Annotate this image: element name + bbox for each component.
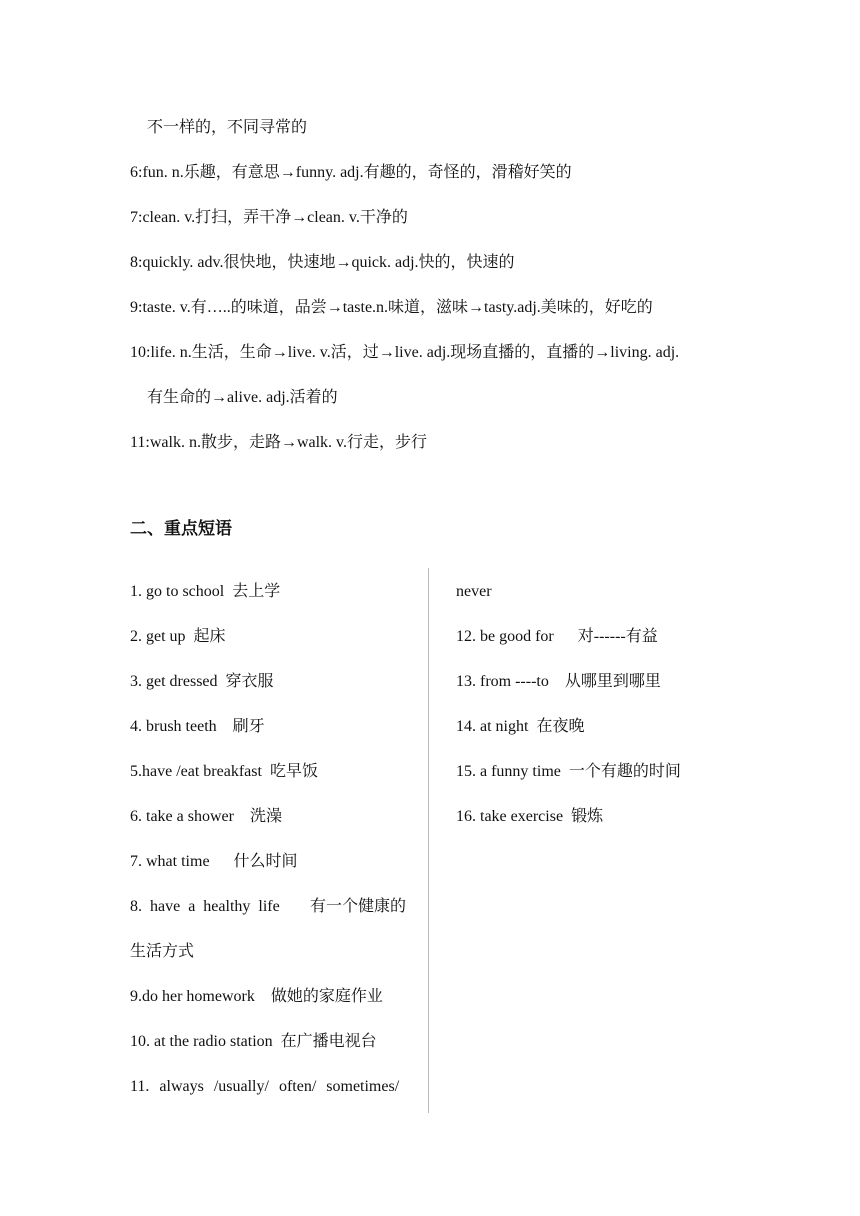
- phrase-en: 3. get dressed: [130, 673, 218, 690]
- phrase-en: 13. from ----to: [456, 673, 549, 690]
- column-divider: [428, 568, 429, 1113]
- phrase-item: [130, 807, 282, 827]
- phrase-item: [456, 582, 492, 602]
- phrase-cn: 穿衣服: [225, 673, 274, 690]
- vocab-line-11: 11:walk. n.散步，走路→walk. v.行走，步行: [130, 434, 428, 451]
- phrase-cn: 起床: [193, 628, 226, 645]
- phrase-en: 11. always /usually/ often/ sometimes/: [130, 1078, 400, 1095]
- phrase-en: 1. go to school: [130, 583, 225, 600]
- phrase-en: 4. brush teeth: [130, 718, 217, 735]
- phrase-en: 生活方式: [130, 943, 195, 960]
- phrase-item: [456, 807, 603, 827]
- vocab-line-7: 7:clean. v.打扫，弄干净→clean. v.干净的: [130, 209, 408, 226]
- phrase-item: [130, 987, 383, 1007]
- phrase-en: 5.have /eat breakfast: [130, 763, 262, 780]
- phrase-item: [456, 672, 661, 692]
- phrase-en: never: [456, 583, 492, 600]
- phrase-cn: 在广播电视台: [280, 1033, 377, 1050]
- vocab-line-0: 不一样的，不同寻常的: [147, 119, 308, 136]
- phrase-en: 9.do her homework: [130, 988, 255, 1005]
- phrase-cn: 做她的家庭作业: [270, 988, 383, 1005]
- phrase-item: [130, 717, 265, 737]
- phrase-cn: 从哪里到哪里: [564, 673, 661, 690]
- phrase-cn: 吃早饭: [269, 763, 318, 780]
- phrase-en: 2. get up: [130, 628, 186, 645]
- phrase-item: [130, 627, 226, 647]
- section-heading: 二、重点短语: [130, 519, 232, 539]
- phrase-cn: 洗澡: [249, 808, 282, 825]
- phrase-cn: 对------有益: [577, 628, 658, 645]
- vocab-line-8: 8:quickly. adv.很快地，快速地→quick. adj.快的，快速的: [130, 254, 515, 271]
- phrase-item: [130, 897, 406, 917]
- phrase-cn: 刷牙: [232, 718, 265, 735]
- phrase-en: 10. at the radio station: [130, 1033, 273, 1050]
- phrase-cn: 一个有趣的时间: [568, 763, 681, 780]
- phrase-en: 14. at night: [456, 718, 529, 735]
- phrase-en: 16. take exercise: [456, 808, 564, 825]
- phrase-item: [130, 1032, 377, 1052]
- phrase-en: 7. what time: [130, 853, 210, 870]
- phrase-cn: 有一个健康的: [309, 898, 406, 915]
- phrase-cn: 锻炼: [571, 808, 604, 825]
- phrase-item: [130, 1077, 399, 1097]
- phrase-item: [130, 942, 194, 962]
- phrase-cn: 在夜晚: [536, 718, 585, 735]
- phrase-en: 15. a funny time: [456, 763, 561, 780]
- phrase-item: [130, 852, 298, 872]
- phrase-item: [456, 717, 584, 737]
- phrase-item: [130, 672, 274, 692]
- phrase-item: [456, 762, 681, 782]
- phrase-cn: 什么时间: [233, 853, 298, 870]
- vocab-line-9: 9:taste. v.有…..的味道，品尝→taste.n.味道，滋味→tasty.adj.美味的，好吃的: [130, 299, 653, 316]
- phrase-en: 12. be good for: [456, 628, 554, 645]
- phrase-item: [456, 627, 658, 647]
- phrase-en: 6. take a shower: [130, 808, 234, 825]
- phrase-item: [130, 582, 280, 602]
- phrase-item: [130, 762, 318, 782]
- vocab-line-6: 6:fun. n.乐趣，有意思→funny. adj.有趣的，奇怪的，滑稽好笑的: [130, 164, 572, 181]
- phrase-cn: 去上学: [232, 583, 281, 600]
- phrase-en: 8. have a healthy life: [130, 898, 280, 915]
- vocab-line-10b: 有生命的→alive. adj.活着的: [147, 389, 338, 406]
- vocab-line-10a: 10:life. n.生活，生命→live. v.活，过→live. adj.现场直播的，直播的→living. adj.: [130, 344, 680, 361]
